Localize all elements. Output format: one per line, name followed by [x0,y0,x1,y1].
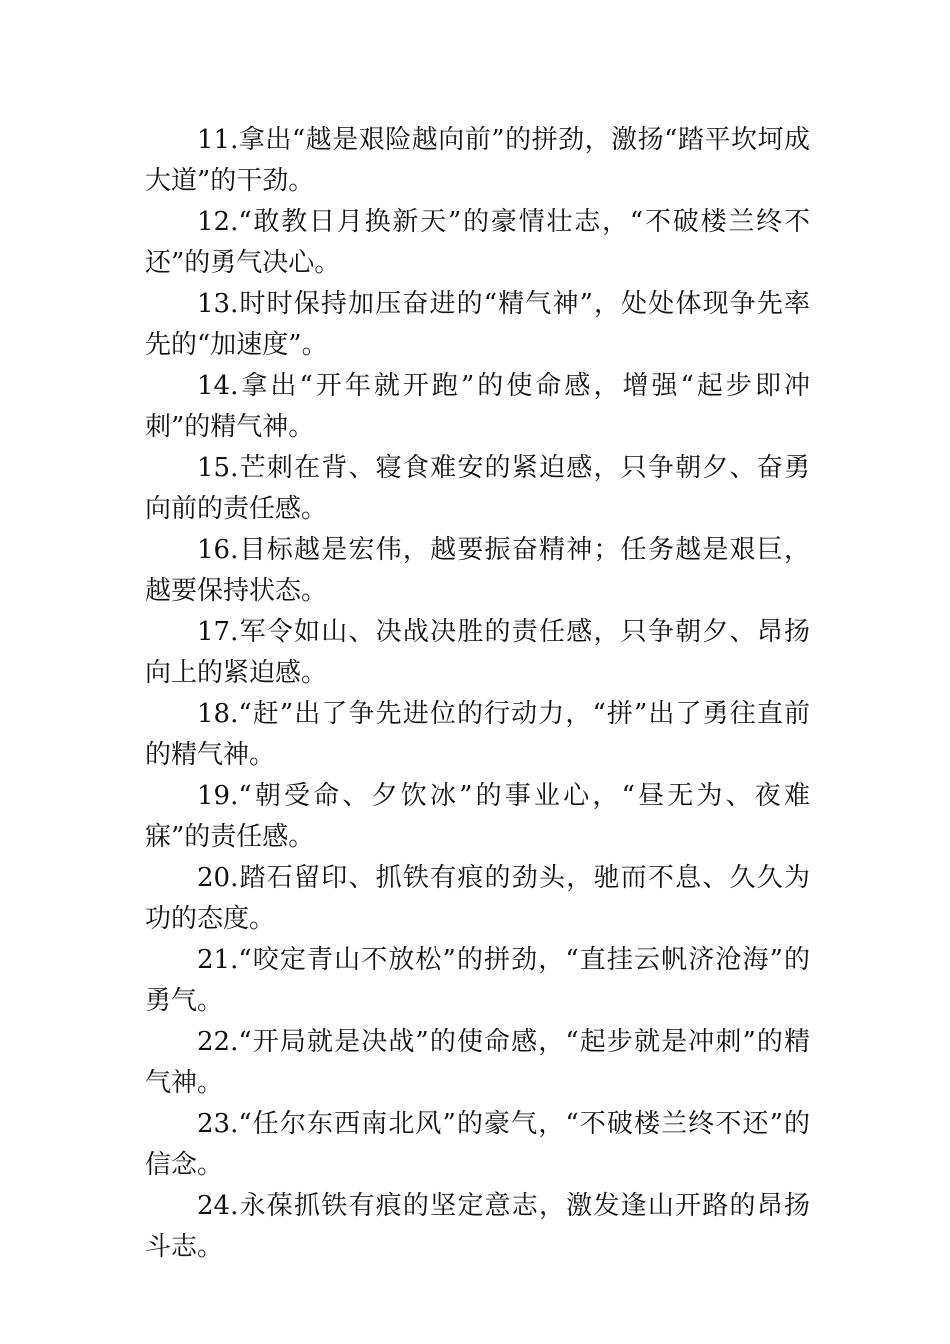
paragraph-17: 17.军令如山、决战决胜的责任感，只争朝夕、昂扬向上的紧迫感。 [145,617,810,688]
paragraph-22: 22.“开局就是决战”的使命感，“起步就是冲刺”的精气神。 [145,1027,810,1098]
paragraph-16: 16.目标越是宏伟，越要振奋精神；任务越是艰巨，越要保持状态。 [145,535,810,606]
paragraph-14: 14.拿出“开年就开跑”的使命感，增强“起步即冲刺”的精气神。 [145,371,810,442]
paragraph-21: 21.“咬定青山不放松”的拼劲，“直挂云帆济沧海”的勇气。 [145,945,810,1016]
paragraph-11: 11.拿出“越是艰险越向前”的拼劲，激扬“踏平坎坷成大道”的干劲。 [145,125,810,196]
paragraph-12: 12.“敢教日月换新天”的豪情壮志，“不破楼兰终不还”的勇气决心。 [145,207,810,278]
paragraph-23: 23.“任尔东西南北风”的豪气，“不破楼兰终不还”的信念。 [145,1109,810,1180]
paragraph-13: 13.时时保持加压奋进的“精气神”，处处体现争先率先的“加速度”。 [145,289,810,360]
paragraph-20: 20.踏石留印、抓铁有痕的劲头，驰而不息、久久为功的态度。 [145,863,810,934]
document-body [145,120,810,1268]
paragraph-19: 19.“朝受命、夕饮冰”的事业心，“昼无为、夜难寐”的责任感。 [145,781,810,852]
paragraph-24: 24.永葆抓铁有痕的坚定意志，激发逢山开路的昂扬斗志。 [145,1191,810,1262]
paragraph-15: 15.芒刺在背、寝食难安的紧迫感，只争朝夕、奋勇向前的责任感。 [145,453,810,524]
paragraph-18: 18.“赶”出了争先进位的行动力，“拼”出了勇往直前的精气神。 [145,699,810,770]
